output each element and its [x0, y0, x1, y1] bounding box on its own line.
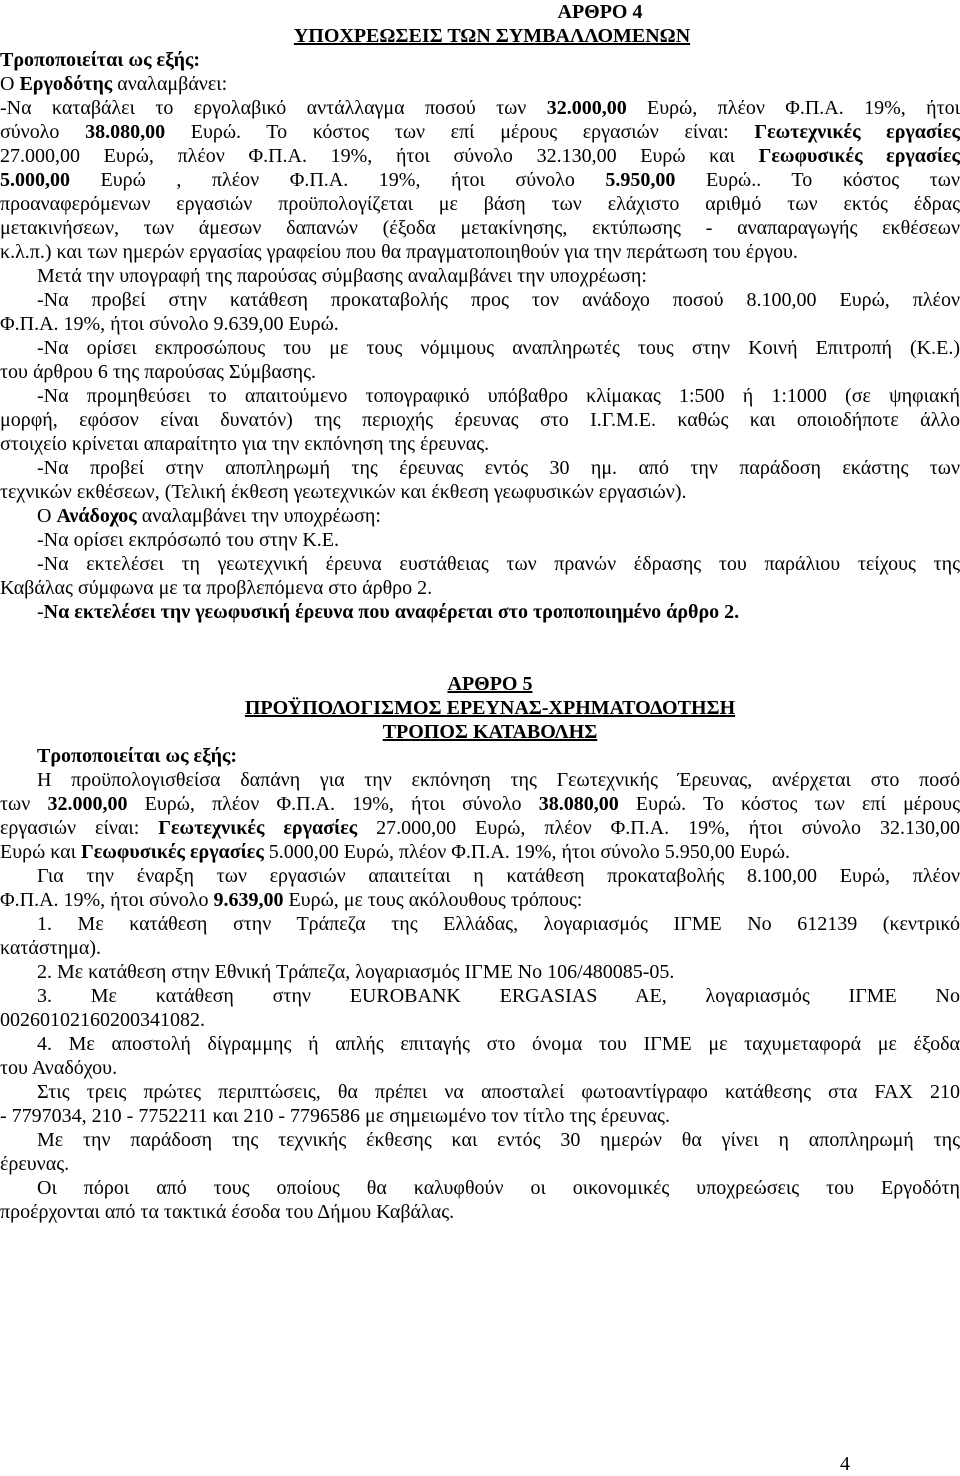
a4-p1-line7: κ.λ.π.) και των ημερών εργασίας γραφείου που θα πραγματοποιηθούν για την περάτωση του έργου.: [0, 241, 798, 263]
article4-number: ΑΡΘΡΟ 4: [557, 1, 643, 23]
a5-p3-line1: Στις τρεις πρώτες περιπτώσεις, θα πρέπει να αποσταλεί φωτοαντίγραφο κατάθεσης στα FAX 210: [37, 1081, 960, 1103]
a5-p4-line2: έρευνας.: [0, 1153, 70, 1175]
a5-item4-line1: 4. Με αποστολή δίγραμμης ή απλής επιταγής στο όνομα του ΙΓΜΕ με ταχυμεταφορά με έξοδα: [37, 1033, 960, 1055]
a4-p6: -Να ορίσει εκπρόσωπό του στην Κ.Ε.: [37, 529, 340, 551]
article5-amended: Τροποποιείται ως εξής:: [37, 745, 238, 767]
a4-p3-line2: του άρθρου 6 της παρούσας Σύμβασης.: [0, 361, 316, 383]
a5-p3-line2: - 7797034, 210 - 7752211 και 210 - 7796586 με σημειωμένο τον τίτλο της έρευνας.: [0, 1105, 670, 1127]
article5-number: ΑΡΘΡΟ 5: [447, 673, 533, 695]
a5-item1-line1: 1. Με κατάθεση στην Τράπεζα της Ελλάδας, λογαριασμός ΙΓΜΕ Νο 612139 (κεντρικό: [37, 913, 960, 935]
a4-p2-line2: Φ.Π.Α. 19%, ήτοι σύνολο 9.639,00 Ευρώ.: [0, 313, 339, 335]
a5-p1-line2: των 32.000,00 Ευρώ, πλέον Φ.Π.Α. 19%, ήτοι σύνολο 38.080,00 Ευρώ. Το κόστος των επί μέρους: [0, 793, 960, 815]
a4-p1-line1: -Να καταβάλει το εργολαβικό αντάλλαγμα ποσού των 32.000,00 Ευρώ, πλέον Φ.Π.Α. 19%, ήτοι: [0, 97, 960, 119]
article5-title: ΠΡΟΫΠΟΛΟΓΙΣΜΟΣ ΕΡΕΥΝΑΣ-ΧΡΗΜΑΤΟΔΟΤΗΣΗ: [244, 697, 736, 719]
a5-p5-line1: Οι πόροι από τους οποίους θα καλυφθούν οι οικονομικές υποχρεώσεις του Εργοδότη: [37, 1177, 960, 1199]
a4-p5-line1: -Να προβεί στην αποπληρωμή της έρευνας εντός 30 ημ. από την παράδοση εκάστης των: [37, 457, 960, 479]
employer-intro: Ο Εργοδότης αναλαμβάνει:: [0, 73, 228, 95]
contractor-intro: Ο Ανάδοχος αναλαμβάνει την υποχρέωση:: [37, 505, 381, 527]
a4-p2-line1: -Να προβεί στην κατάθεση προκαταβολής προς τον ανάδοχο ποσού 8.100,00 Ευρώ, πλέον: [37, 289, 960, 311]
a5-p4-line1: Με την παράδοση της τεχνικής έκθεσης και εντός 30 ημερών θα γίνει η αποπληρωμή της: [37, 1129, 960, 1151]
after-signing: Μετά την υπογραφή της παρούσας σύμβασης αναλαμβάνει την υποχρέωση:: [37, 265, 647, 287]
a5-item4-line2: του Αναδόχου.: [0, 1057, 118, 1079]
a5-p5-line2: προέρχονται από τα τακτικά έσοδα του Δήμου Καβάλας.: [0, 1201, 455, 1223]
a5-p1-line3: εργασιών είναι: Γεωτεχνικές εργασίες 27.000,00 Ευρώ, πλέον Φ.Π.Α. 19%, ήτοι σύνολο 32.130,00: [0, 817, 960, 839]
a5-p1-line1: Η προϋπολογισθείσα δαπάνη για την εκπόνηση της Γεωτεχνικής Έρευνας, ανέρχεται στο ποσό: [37, 769, 960, 791]
a4-p1-line3: 27.000,00 Ευρώ, πλέον Φ.Π.Α. 19%, ήτοι σύνολο 32.130,00 Ευρώ και Γεωφυσικές εργασίες: [0, 145, 960, 167]
a5-p2-line1: Για την έναρξη των εργασιών απαιτείται η κατάθεση προκαταβολής 8.100,00 Ευρώ, πλέον: [37, 865, 960, 887]
a4-p1-line4: 5.000,00 Ευρώ , πλέον Φ.Π.Α. 19%, ήτοι σύνολο 5.950,00 Ευρώ.. Το κόστος των: [0, 169, 960, 191]
article4-title: ΥΠΟΧΡΕΩΣΕΙΣ ΤΩΝ ΣΥΜΒΑΛΛΟΜΕΝΩΝ: [293, 25, 691, 47]
article4-amended: Τροποποιείται ως εξής:: [0, 49, 201, 71]
a4-p1-line2: σύνολο 38.080,00 Ευρώ. Το κόστος των επί μέρους εργασιών είναι: Γεωτεχνικές εργασίες: [0, 121, 960, 143]
a4-p5-line2: τεχνικών εκθέσεων, (Τελική έκθεση γεωτεχνικών και έκθεση γεωφυσικών εργασιών).: [0, 481, 687, 503]
a4-p4-line3: στοιχείο κρίνεται απαραίτητο για την εκπόνηση της έρευνας.: [0, 433, 490, 455]
a5-item1-line2: κατάστημα).: [0, 937, 102, 959]
a5-item3-line2: 00260102160200341082.: [0, 1009, 205, 1031]
a4-p4-line1: -Να προμηθεύσει το απαιτούμενο τοπογραφικό υπόβαθρο κλίμακας 1:500 ή 1:1000 (σε ψηφιακή: [37, 385, 960, 407]
a4-p4-line2: μορφή, εφόσον είναι δυνατόν) της περιοχής έρευνας στο Ι.Γ.Μ.Ε. καθώς και οποιοδήποτε άλλο: [0, 409, 960, 431]
a5-item2: 2. Με κατάθεση στην Εθνική Τράπεζα, λογαριασμός ΙΓΜΕ Νο 106/480085-05.: [37, 961, 675, 983]
a4-p7-line1: -Να εκτελέσει τη γεωτεχνική έρευνα ευστάθειας των πρανών έδρασης του παράλιου τείχους της: [37, 553, 960, 575]
a4-p1-line6: μετακινήσεων, των άμεσων δαπανών (έξοδα μετακίνησης, εκτύπωσης - αναπαραγωγής εκθέσεων: [0, 217, 960, 239]
a4-p3-line1: -Να ορίσει εκπροσώπους του με τους νόμιμους αναπληρωτές τους στην Κοινή Επιτροπή (Κ.Ε.): [37, 337, 960, 359]
page-number: 4: [840, 1453, 850, 1475]
a5-item3-line1: 3. Με κατάθεση στην EUROBANK ERGASIAS AE, λογαριασμός ΙΓΜΕ Νο: [37, 985, 960, 1007]
a4-p7-line2: Καβάλας σύμφωνα με τα προβλεπόμενα στο άρθρο 2.: [0, 577, 433, 599]
article5-subtitle: ΤΡΟΠΟΣ ΚΑΤΑΒΟΛΗΣ: [382, 721, 598, 743]
a4-p8: -Να εκτελέσει την γεωφυσική έρευνα που αναφέρεται στο τροποποιημένο άρθρο 2.: [37, 601, 740, 623]
a4-p1-line5: προαναφερόμενων εργασιών προϋπολογίζεται με βάση των ελάχιστο αριθμό των εκτός έδρας: [0, 193, 960, 215]
a5-p2-line2: Φ.Π.Α. 19%, ήτοι σύνολο 9.639,00 Ευρώ, με τους ακόλουθους τρόπους:: [0, 889, 583, 911]
a5-p1-line4: Ευρώ και Γεωφυσικές εργασίες 5.000,00 Ευρώ, πλέον Φ.Π.Α. 19%, ήτοι σύνολο 5.950,00 Ευρώ.: [0, 841, 791, 863]
